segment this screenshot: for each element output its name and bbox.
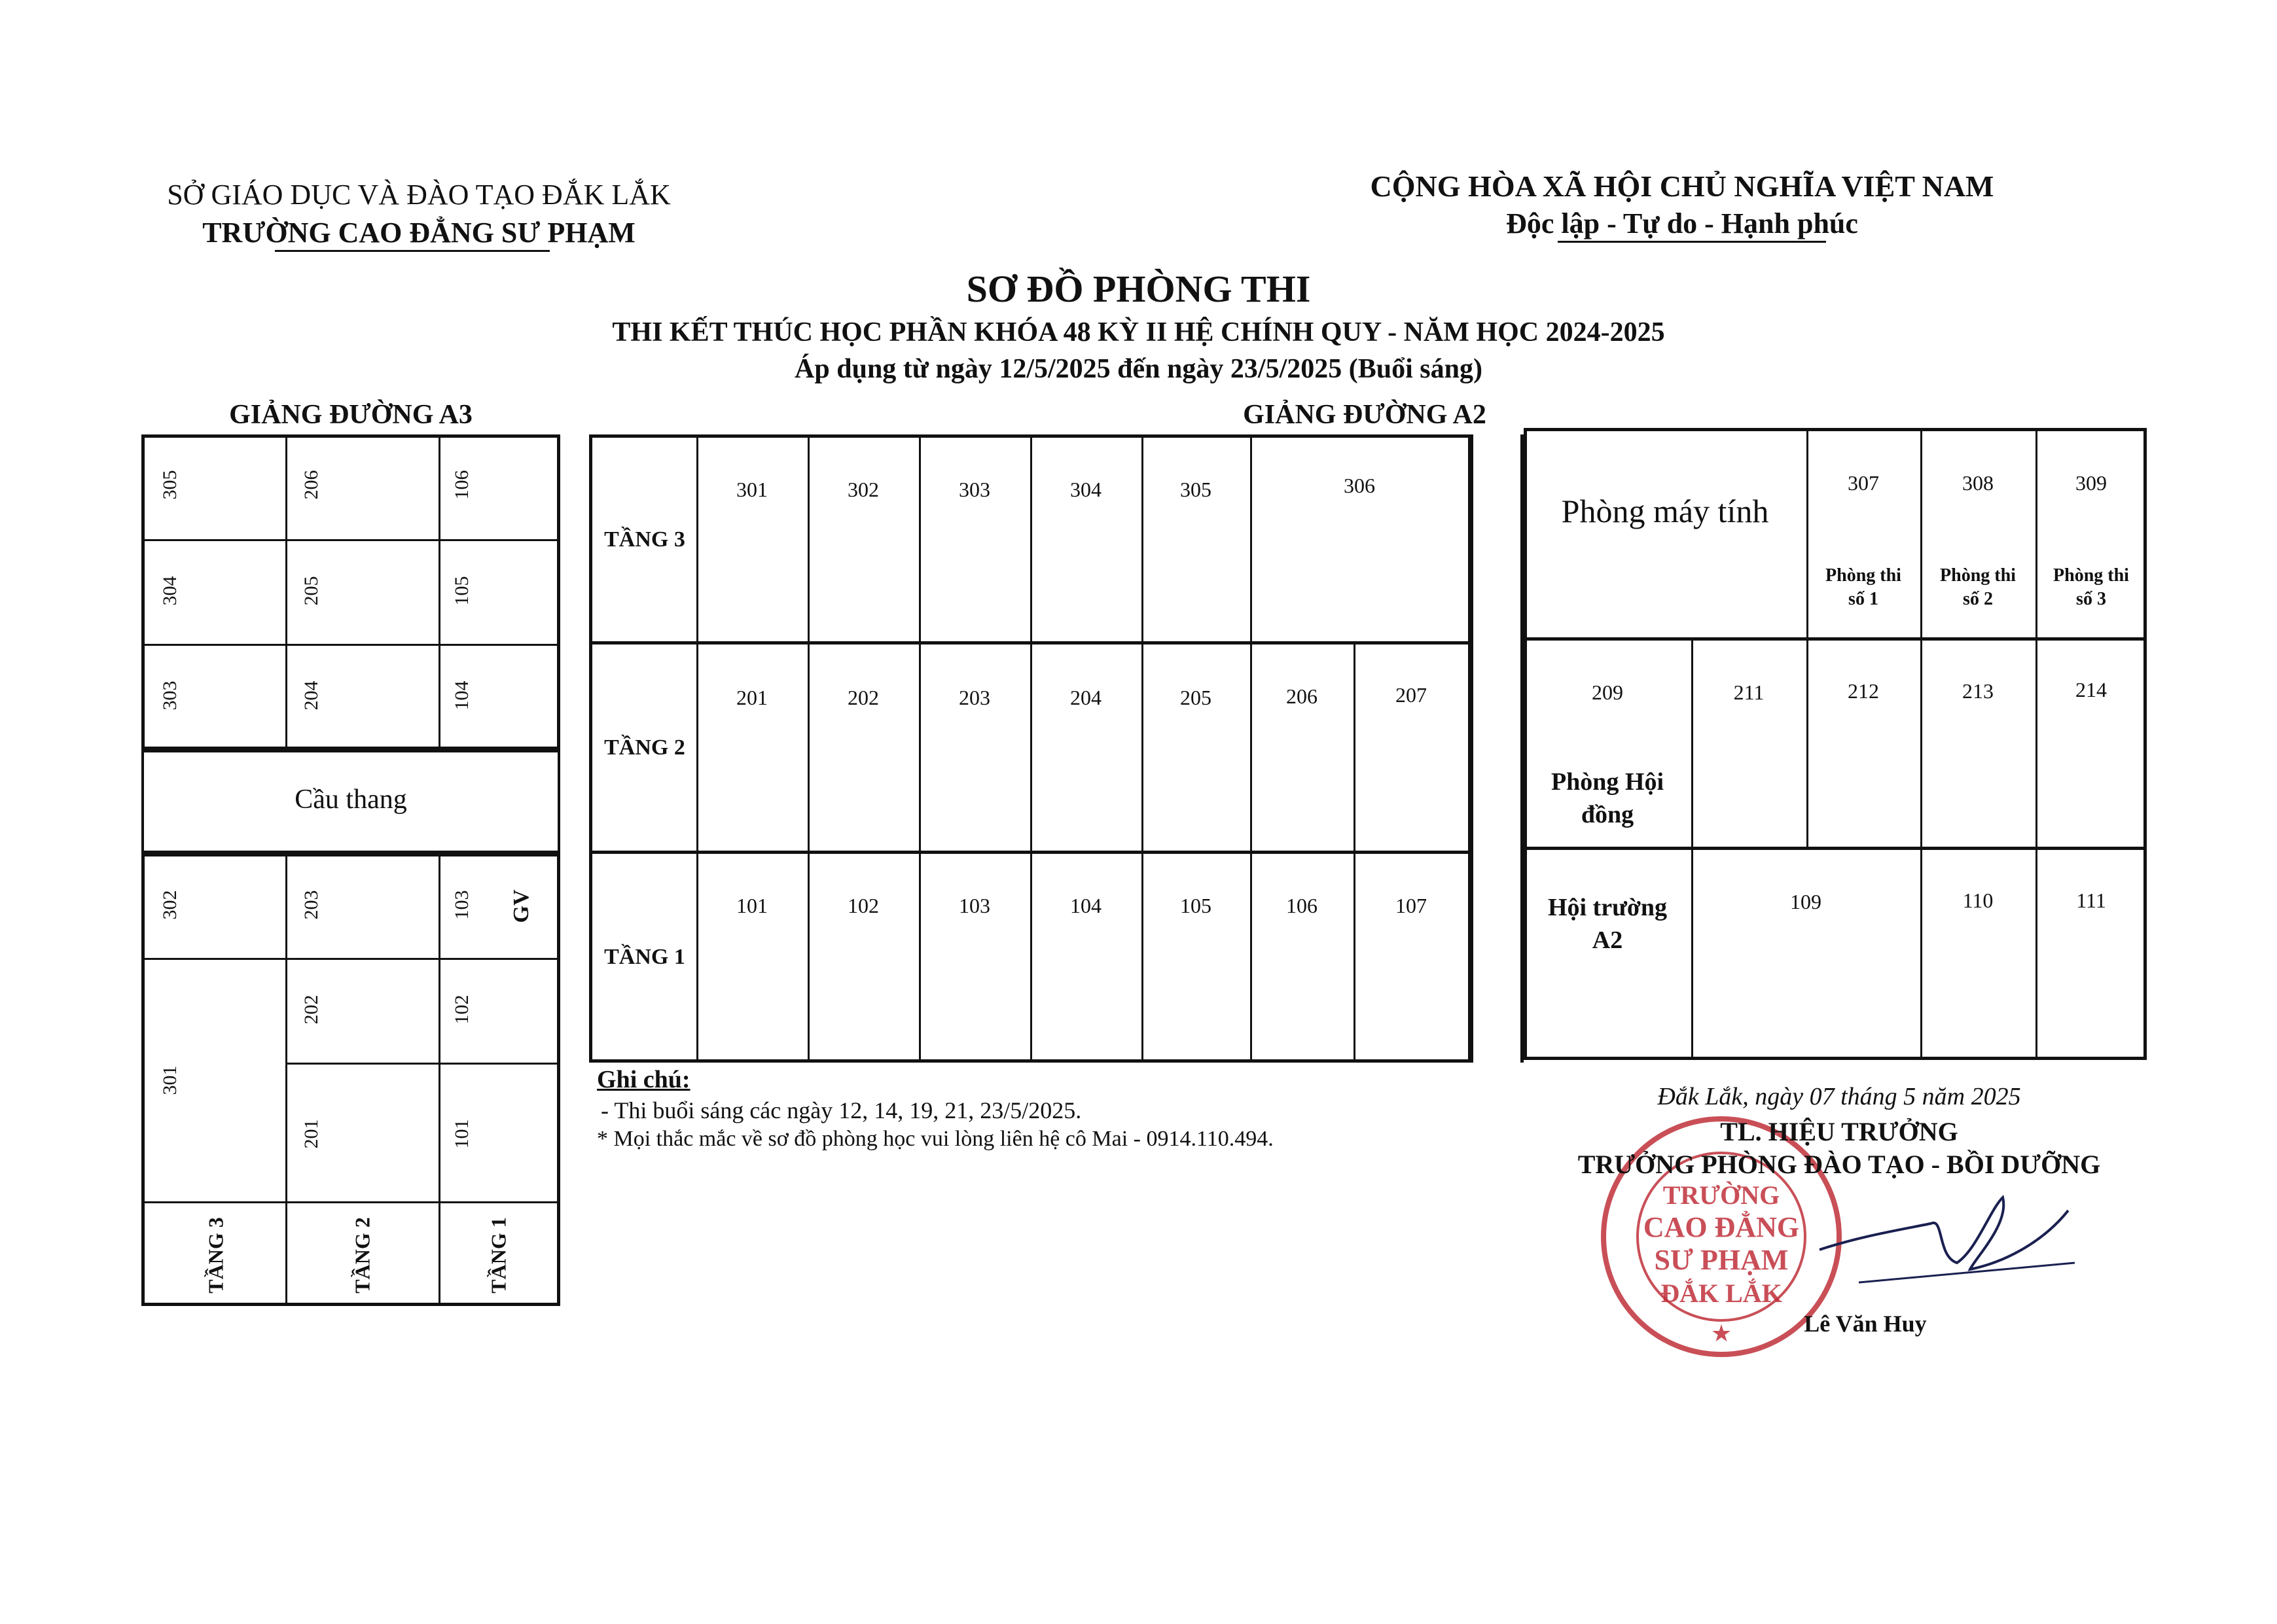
exam-room-label: Phòng thi số 1 [1825,565,1901,609]
motto: Độc lập - Tự do - Hạnh phúc [1506,207,1858,239]
room-number: 102 [848,894,879,917]
room-number: 305 [1180,478,1211,501]
room-number: 302 [159,890,181,920]
exam-room-label: Phòng thi số 2 [1940,565,2016,609]
grid-line [285,1063,560,1065]
grid-line [141,958,560,960]
svg-text:ĐẮK LẮK: ĐẮK LẮK [1660,1279,1782,1308]
notes-line: - Thi buổi sáng các ngày 12, 14, 19, 21, 23/5/2025. [601,1097,1082,1123]
a3-floor1-label: TẦNG 1 [486,1217,511,1294]
grid-line [439,434,440,750]
room-number: 103 [959,894,990,917]
grid-line [439,853,440,1306]
school-name: TRƯỜNG CAO ĐẲNG SƯ PHẠM [202,217,636,249]
signing-date: Đắk Lắk, ngày 07 tháng 5 năm 2025 [1657,1083,2021,1110]
exam-room-label: Phòng thi số 3 [2053,565,2129,609]
hall-label: Hội trường A2 [1547,894,1668,954]
room-number: 202 [300,995,322,1025]
room-number: 110 [1962,889,1994,912]
svg-text:TRƯỜNG: TRƯỜNG [1662,1180,1780,1210]
grid-line [1250,434,1252,1063]
room-number: 303 [959,478,990,501]
room-number: 109 [1790,890,1821,913]
floor-divider [1524,637,2147,641]
grid-line [1030,434,1032,1063]
room-number: 307 [1848,471,1879,495]
room-number: 105 [1180,894,1211,917]
room-number: 203 [300,890,322,920]
teacher-room-label: GV [509,889,533,923]
grid-line [141,539,560,541]
floor-divider [1524,847,2147,850]
stairs-label: Cầu thang [295,785,407,815]
signer-name: Lê Văn Huy [1804,1311,1927,1337]
a2-floor3-label: TẦNG 3 [604,527,685,552]
a3-floor2-label: TẦNG 2 [350,1217,374,1294]
room-number: 111 [2076,889,2106,912]
building-a2-title: GIẢNG ĐƯỜNG A2 [1243,400,1486,430]
notes-line: * Mọi thắc mắc về sơ đồ phòng học vui lòng liên hệ cô Mai - 0914.110.494. [597,1127,1274,1151]
room-number: 303 [159,680,181,711]
room-number: 204 [1070,686,1102,709]
grid-line [1920,428,1922,1060]
grid-line [919,434,921,1063]
room-number: 205 [1180,686,1211,709]
room-number: 204 [300,680,322,711]
grid-line [808,434,810,1063]
grid-line [1806,639,1808,848]
room-number: 309 [2075,471,2107,495]
room-number: 103 [451,890,473,920]
room-number: 101 [451,1119,473,1149]
room-number: 106 [451,470,473,500]
room-number: 306 [1344,474,1375,497]
room-number: 209 [1592,680,1623,704]
room-number: 201 [300,1119,322,1149]
room-number: 102 [451,995,473,1025]
grid-line [2035,428,2037,1060]
svg-text:SƯ PHẠM: SƯ PHẠM [1654,1244,1789,1276]
country-name: CỘNG HÒA XÃ HỘI CHỦ NGHĨA VIỆT NAM [1370,169,1994,203]
page-title: SƠ ĐỒ PHÒNG THI [966,268,1311,310]
room-number: 304 [1070,478,1102,501]
room-number: 202 [848,686,879,709]
room-number: 205 [300,576,322,606]
room-number: 207 [1395,683,1427,707]
room-number: 101 [736,894,768,917]
room-number: 206 [300,470,322,500]
a2-floor1-label: TẦNG 1 [604,945,685,969]
room-number: 206 [1286,684,1318,708]
grid-line [285,434,287,750]
room-number: 305 [159,470,181,500]
room-number: 301 [159,1065,181,1095]
room-number: 104 [1070,894,1102,917]
grid-line [285,853,287,1306]
svg-text:★: ★ [1710,1320,1732,1347]
room-number: 106 [1286,894,1318,917]
room-number: 308 [1962,471,1994,495]
grid-line [141,644,560,646]
grid-line [1469,434,1471,1063]
signer-role: TL. HIỆU TRƯỞNG [1720,1117,1958,1146]
computer-room-label: Phòng máy tính [1561,493,1769,529]
a3-upper-block [141,434,560,750]
department-name: SỞ GIÁO DỤC VÀ ĐÀO TẠO ĐẮK LẮK [167,179,671,211]
room-number: 213 [1962,679,1994,703]
room-number: 302 [848,478,879,501]
room-number: 105 [451,576,473,606]
svg-text:CAO ĐẲNG: CAO ĐẲNG [1643,1211,1800,1243]
signer-title: TRƯỞNG PHÒNG ĐÀO TẠO - BỒI DƯỠNG [1577,1150,2101,1179]
motto-underline [1558,241,1826,243]
room-number: 201 [736,686,768,709]
grid-line [1691,848,1693,1060]
page-subtitle: THI KẾT THÚC HỌC PHẦN KHÓA 48 KỲ II HỆ CHÍNH QUY - NĂM HỌC 2024-2025 [612,317,1665,347]
room-number: 301 [736,478,768,501]
room-number: 107 [1395,894,1427,917]
room-number: 211 [1733,680,1765,704]
building-a3-title: GIẢNG ĐƯỜNG A3 [229,400,473,430]
corridor [1471,434,1524,1063]
a3-floor3-label: TẦNG 3 [204,1217,228,1294]
handwritten-signature [1806,1171,2081,1302]
notes-title: Ghi chú: [597,1066,690,1093]
grid-line [1141,434,1143,1063]
a2-floor2-label: TẦNG 2 [604,735,685,760]
room-number: 304 [159,576,181,606]
council-room-label: Phòng Hội đồng [1551,768,1664,828]
room-number: 104 [451,680,473,711]
room-number: 214 [2075,678,2107,701]
grid-line [1691,639,1693,848]
applies-period: Áp dụng từ ngày 12/5/2025 đến ngày 23/5/2025 (Buổi sáng) [795,354,1482,384]
room-number: 212 [1848,679,1879,703]
room-number: 203 [959,686,990,709]
school-underline [275,250,550,252]
